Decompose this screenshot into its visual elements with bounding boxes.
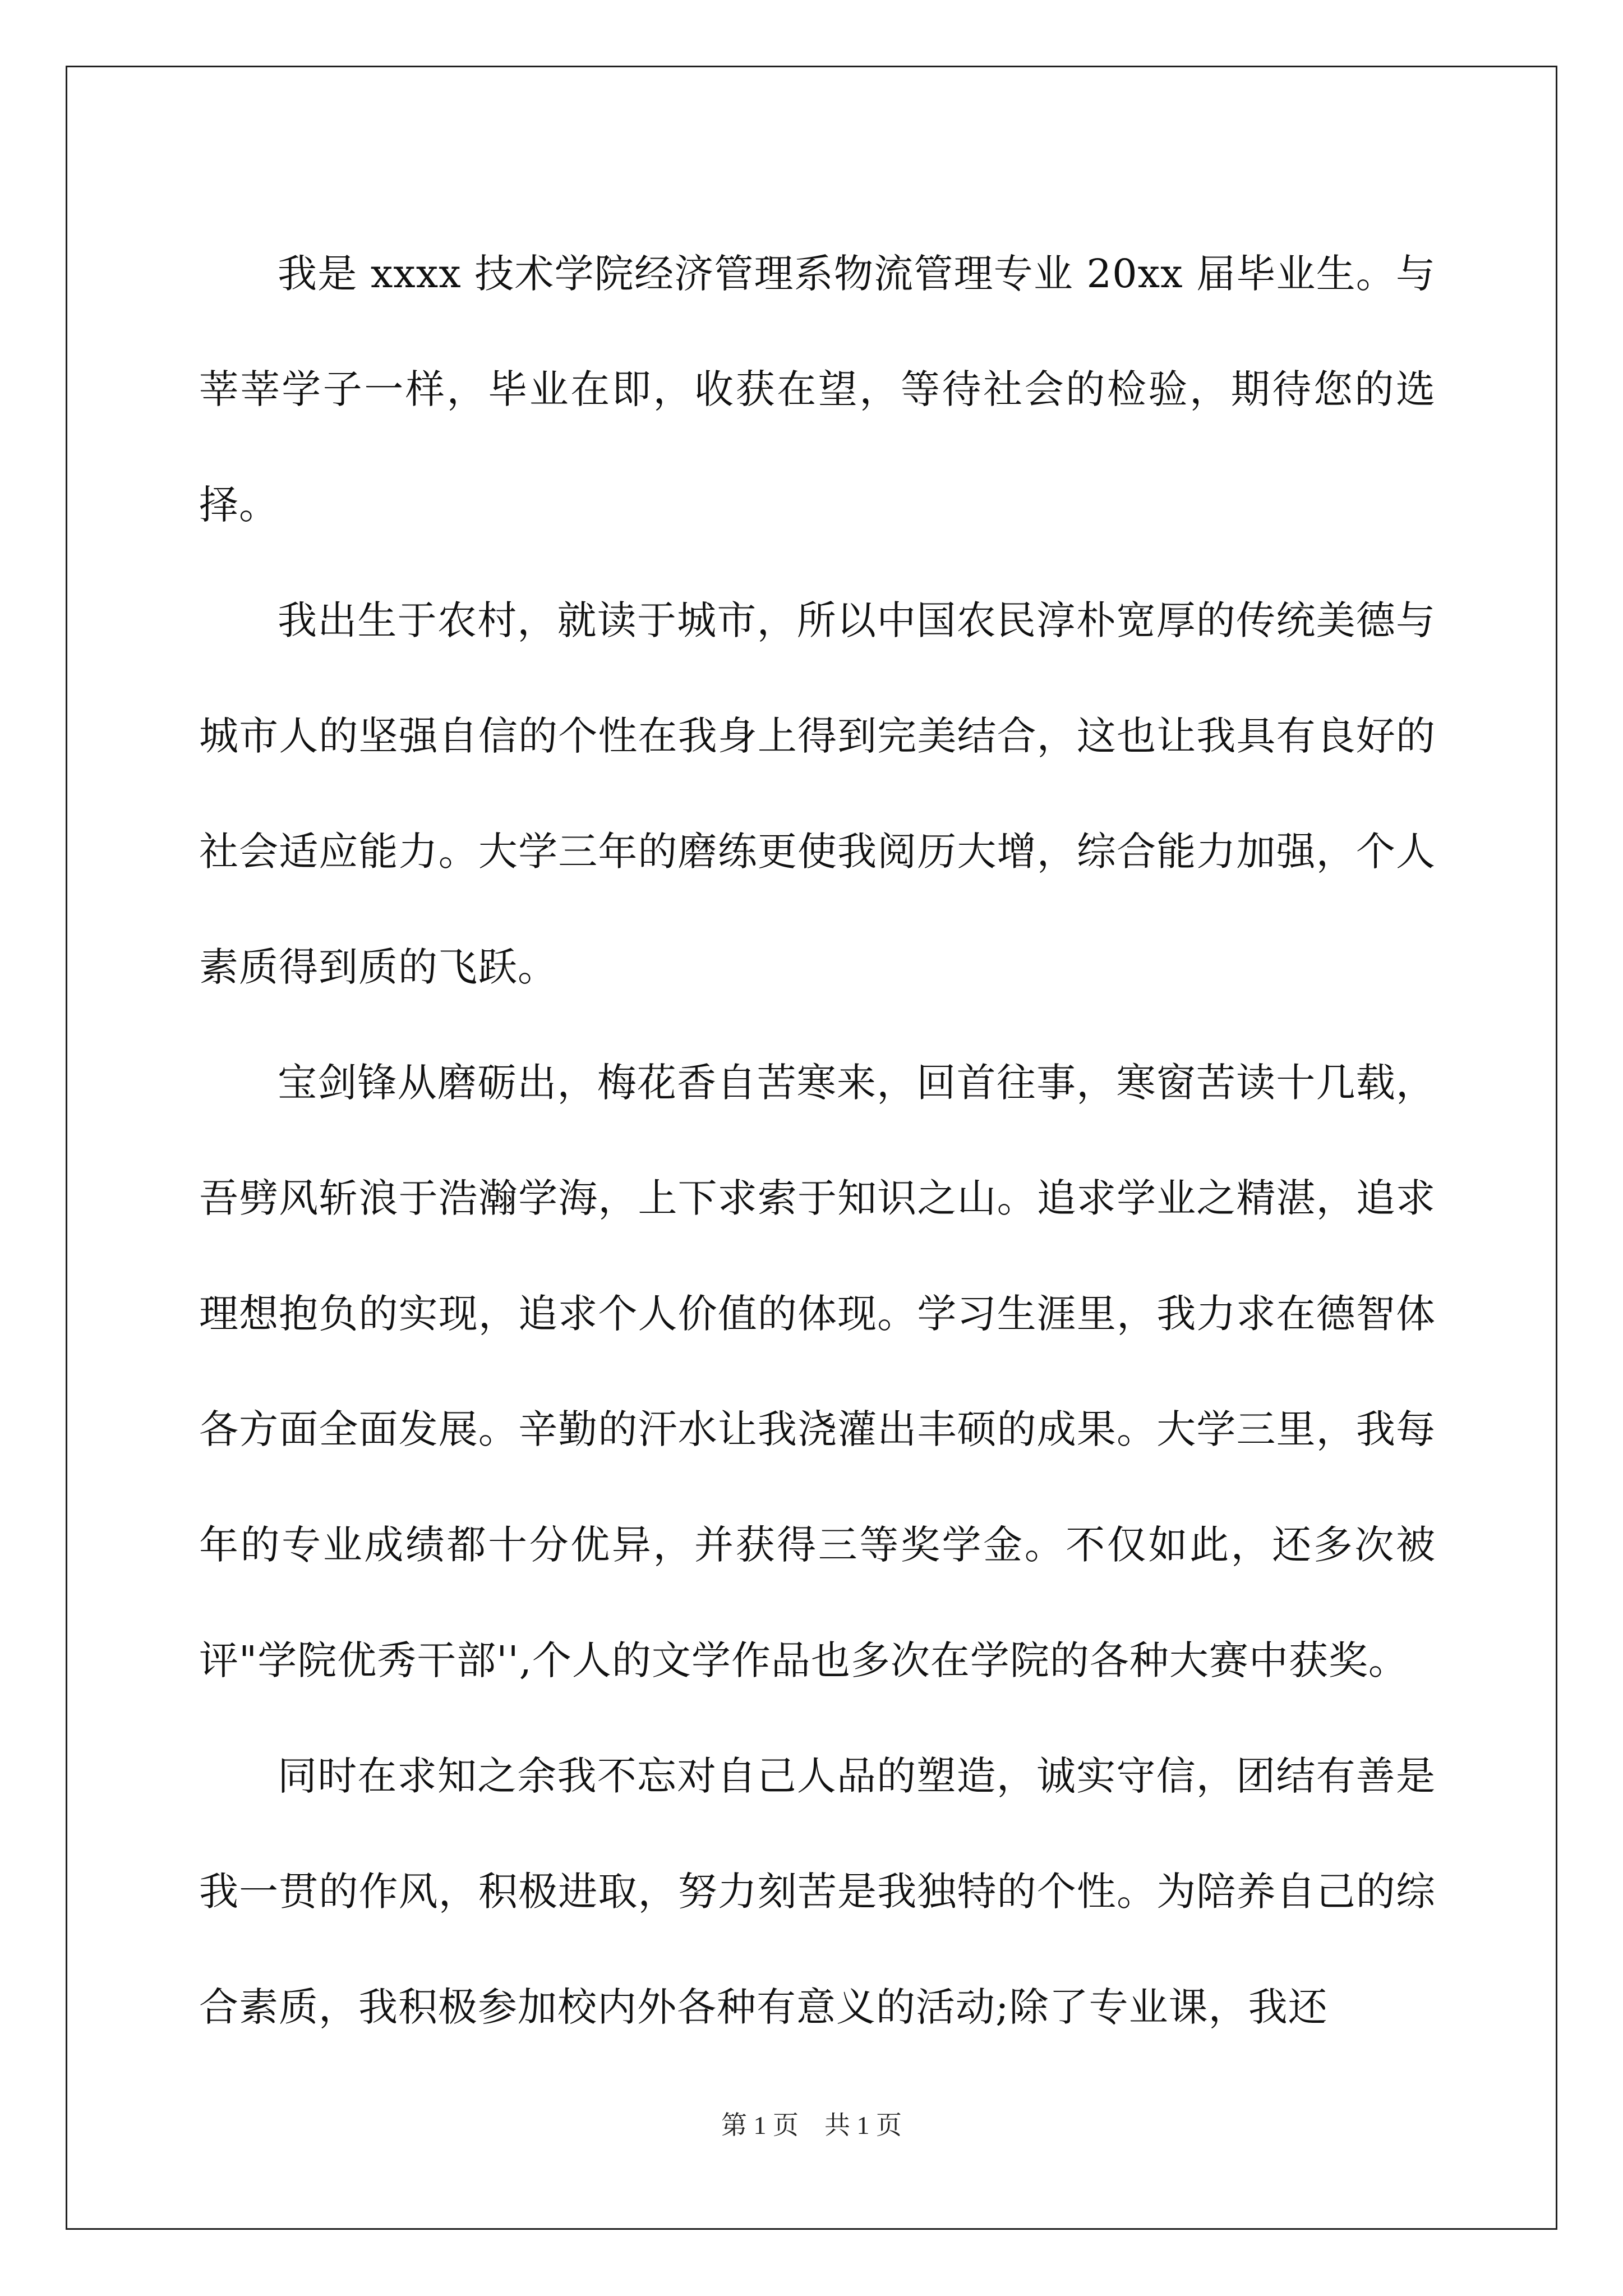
document-body bbox=[199, 216, 1436, 2065]
paragraph-4: 同时在求知之余我不忘对自己人品的塑造，诚实守信，团结有善是我一贯的作风，积极进取，努力刻苦是我独特的个性。为陪养自己的综合素质，我积极参加校内外各种有意义的活动;除了专业课，我还 bbox=[199, 1753, 1436, 2030]
paragraph-2: 我出生于农村，就读于城市，所以中国农民淳朴宽厚的传统美德与城市人的坚强自信的个性在我身上得到完美结合，这也让我具有良好的社会适应能力。大学三年的磨练更使我阅历大增，综合能力加强，个人素质得到质的飞跃。 bbox=[199, 597, 1436, 990]
paragraph-3: 宝剑锋从磨砺出，梅花香自苦寒来，回首往事，寒窗苦读十几载，吾劈风斩浪于浩瀚学海，上下求索于知识之山。追求学业之精湛，追求理想抱负的实现，追求个人价值的体现。学习生涯里，我力求在德智体各方面全面发展。辛勤的汗水让我浇灌出丰硕的成果。大学三里，我每年的专业成绩都十分优异，并获得三等奖学金。不仅如此，还多次被评"学院优秀干部'',个人的文学作品也多次在学院的各种大赛中获奖。 bbox=[199, 1060, 1436, 1683]
paragraph-1: 我是 xxxx 技术学院经济管理系物流管理专业 20xx 届毕业生。与莘莘学子一样，毕业在即，收获在望，等待社会的检验，期待您的选择。 bbox=[199, 251, 1436, 528]
page-footer: 第 1 页 共 1 页 bbox=[721, 2111, 902, 2139]
